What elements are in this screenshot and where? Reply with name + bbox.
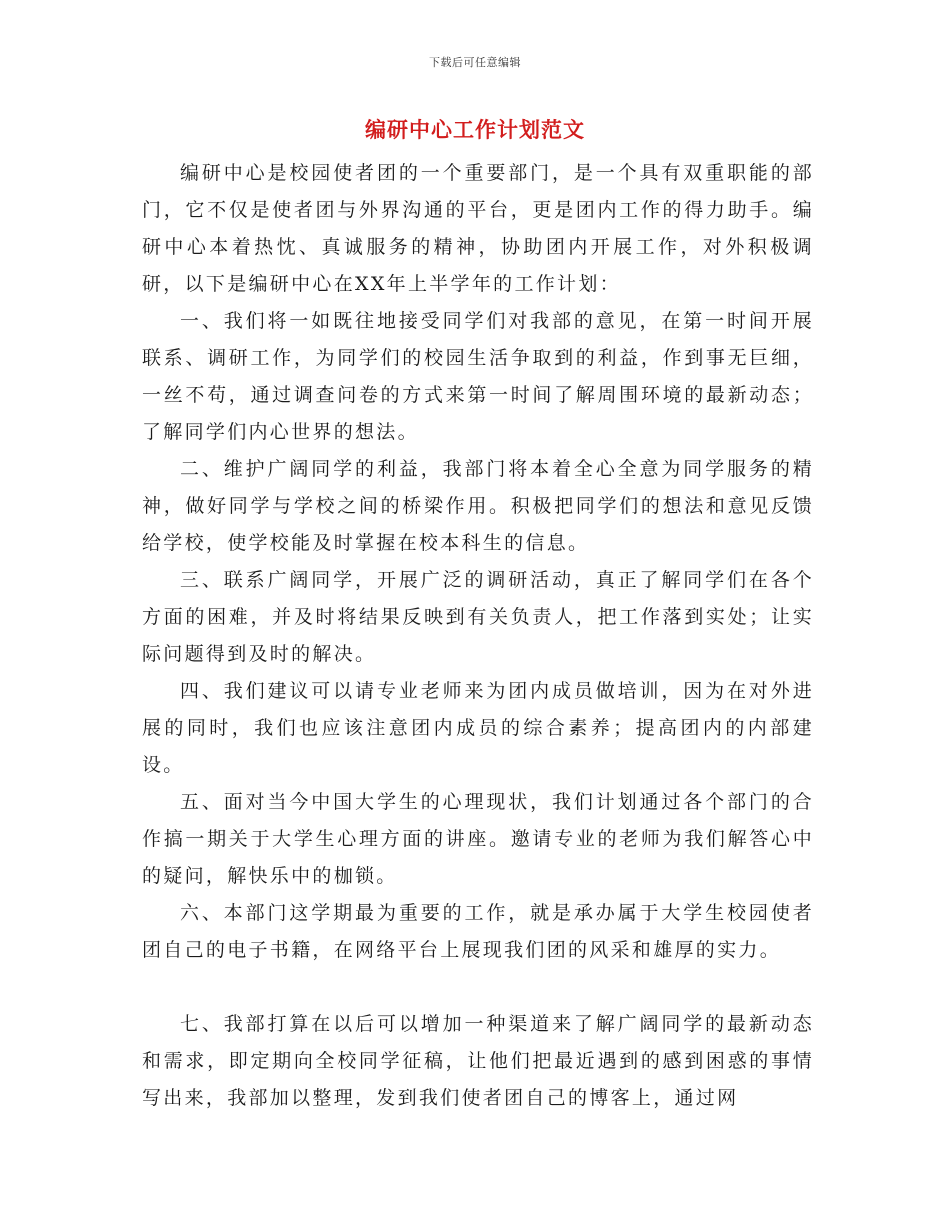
paragraph-item-2: 二、维护广阔同学的利益，我部门将本着全心全意为同学服务的精神，做好同学与学校之间的桥梁作用。积极把同学们的想法和意见反馈给学校，使学校能及时掌握在校本科生的信息。 xyxy=(142,458,814,554)
paragraph-item-7: 七、我部打算在以后可以增加一种渠道来了解广阔同学的最新动态和需求，即定期向全校同学征稿，让他们把最近遇到的感到困惑的事情写出来，我部加以整理，发到我们使者团自己的博客上，通过网 xyxy=(142,1013,814,1109)
header-note: 下载后可任意编辑 xyxy=(429,56,521,69)
paragraph-intro: 编研中心是校园使者团的一个重要部门，是一个具有双重职能的部门，它不仅是使者团与外界沟通的平台，更是团内工作的得力助手。编研中心本着热忱、真诚服务的精神，协助团内开展工作，对外积极调研，以下是编研中心在XX年上半学年的工作计划： xyxy=(142,162,814,295)
paragraph-item-6: 六、本部门这学期最为重要的工作，就是承办属于大学生校园使者团自己的电子书籍，在网络平台上展现我们团的风采和雄厚的实力。 xyxy=(142,902,814,961)
document-body xyxy=(142,155,814,1117)
paragraph-item-4: 四、我们建议可以请专业老师来为团内成员做培训，因为在对外进展的同时，我们也应该注意团内成员的综合素养；提高团内的内部建设。 xyxy=(142,680,814,776)
paragraph-item-3: 三、联系广阔同学，开展广泛的调研活动，真正了解同学们在各个方面的困难，并及时将结果反映到有关负责人，把工作落到实处；让实际问题得到及时的解决。 xyxy=(142,569,814,665)
paragraph-spacer xyxy=(142,969,814,1006)
paragraph-item-5: 五、面对当今中国大学生的心理现状，我们计划通过各个部门的合作搞一期关于大学生心理方面的讲座。邀请专业的老师为我们解答心中的疑问，解快乐中的枷锁。 xyxy=(142,791,814,887)
paragraph-item-1: 一、我们将一如既往地接受同学们对我部的意见，在第一时间开展联系、调研工作，为同学们的校园生活争取到的利益，作到事无巨细，一丝不苟，通过调查问卷的方式来第一时间了解周围环境的最新动态；了解同学们内心世界的想法。 xyxy=(142,310,814,443)
document-title: 编研中心工作计划范文 xyxy=(365,117,585,142)
